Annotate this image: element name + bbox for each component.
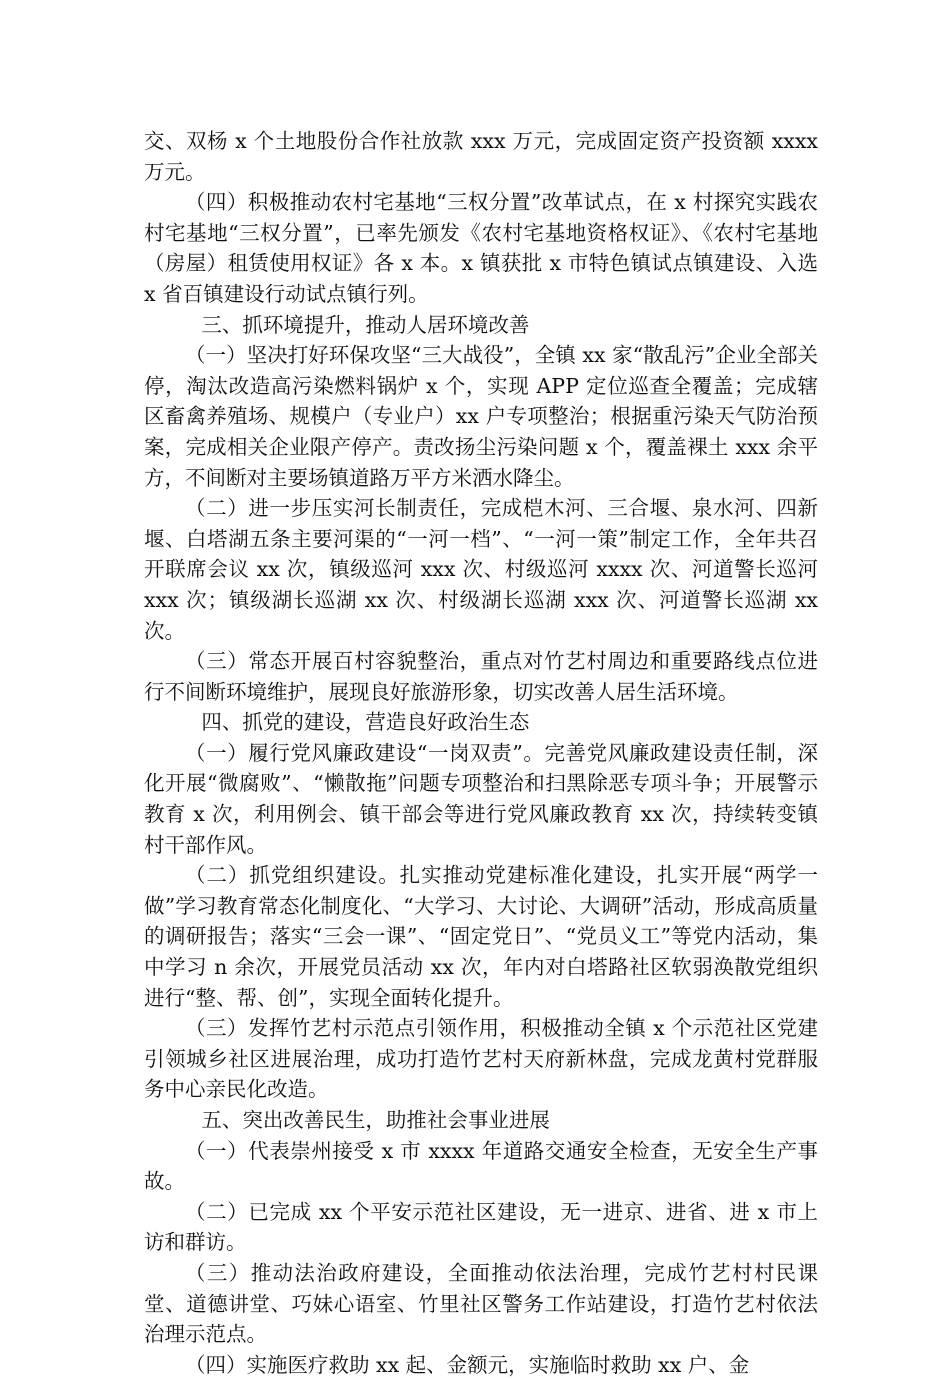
paragraph-medical-aid: （四）实施医疗救助 xx 起、金额元，实施临时救助 xx 户、金 bbox=[185, 1352, 750, 1377]
paragraph-traffic-safety: （一）代表崇州接受 x 市 xxxx 年道路交通安全检查，无安全生产事故。 bbox=[144, 1138, 818, 1194]
paragraph-safe-community: （二）已完成 xx 个平安示范社区建设，无一进京、进省、进 x 市上访和群访。 bbox=[144, 1199, 818, 1255]
document-body bbox=[144, 126, 818, 1380]
paragraph-continuation: 交、双杨 x 个土地股份合作社放款 xxx 万元，完成固定资产投资额 xxxx 万元。 bbox=[144, 129, 818, 184]
paragraph-integrity: （一）履行党风廉政建设“一岗双责”。完善党风廉政建设责任制，深化开展“微腐败”、“懒散拖”问题专项整治和扫黑除恶专项斗争；开展警示教育 x 次，利用例会、镇干部会等进行党风廉政教育 xx 次，持续转变镇村干部作风。 bbox=[144, 740, 818, 857]
section-heading-party-building: 四、抓党的建设，营造良好政治生态 bbox=[201, 710, 530, 735]
paragraph-demonstration-village: （三）发挥竹艺村示范点引领作用，积极推动全镇 x 个示范社区党建引领城乡社区进展治理，成功打造竹艺村天府新林盘，完成龙黄村党群服务中心亲民化改造。 bbox=[144, 1016, 818, 1102]
paragraph-village-appearance: （三）常态开展百村容貌整治，重点对竹艺村周边和重要路线点位进行不间断环境维护，展现良好旅游形象，切实改善人居生活环境。 bbox=[144, 649, 818, 704]
paragraph-party-organization: （二）抓党组织建设。扎实推动党建标准化建设，扎实开展“两学一做”学习教育常态化制度化、“大学习、大讨论、大调研”活动，形成高质量的调研报告；落实“三会一课”、“固定党日”、“党员义工”等党内活动，集中学习 n 余次，开展党员活动 xx 次，年内对白塔路社区软弱涣散党组织进行“整、帮、创”，实现全面转化提升。 bbox=[144, 863, 818, 1010]
paragraph-homestead-reform: （四）积极推动农村宅基地“三权分置”改革试点，在 x 村探究实践农村宅基地“三权分置”，已率先颁发《农村宅基地资格权证》、《农村宅基地（房屋）租赁使用权证》各 x 本。x 镇获批 x 市特色镇试点镇建设、入选 x 省百镇建设行动试点镇行列。 bbox=[144, 190, 818, 306]
paragraph-rule-of-law: （三）推动法治政府建设，全面推动依法治理，完成竹艺村村民课堂、道德讲堂、巧妹心语室、竹里社区警务工作站建设，打造竹艺村依法治理示范点。 bbox=[144, 1260, 818, 1347]
section-heading-environment: 三、抓环境提升，推动人居环境改善 bbox=[201, 312, 530, 337]
paragraph-environmental-battles: （一）坚决打好环保攻坚“三大战役”，全镇 xx 家“散乱污”企业全部关停，淘汰改造高污染燃料锅炉 x 个，实现 APP 定位巡查全覆盖；完成辖区畜禽养殖场、规模户（专业户）xx 户专项整治；根据重污染天气防治预案，完成相关企业限产停产。责改扬尘污染问题 x 个，覆盖裸土 xxx 余平方，不间断对主要场镇道路万平方米洒水降尘。 bbox=[144, 343, 818, 490]
paragraph-river-chief: （二）进一步压实河长制责任，完成桤木河、三合堰、泉水河、四新堰、白塔湖五条主要河渠的“一河一档”、“一河一策”制定工作，全年共召开联席会议 xx 次，镇级巡河 xxx 次、村级巡河 xxxx 次、河道警长巡河 xxx 次；镇级湖长巡湖 xx 次、村级湖长巡湖 xxx 次、河道警长巡湖 xx 次。 bbox=[144, 496, 818, 643]
section-heading-livelihood: 五、突出改善民生，助推社会事业进展 bbox=[201, 1108, 550, 1132]
